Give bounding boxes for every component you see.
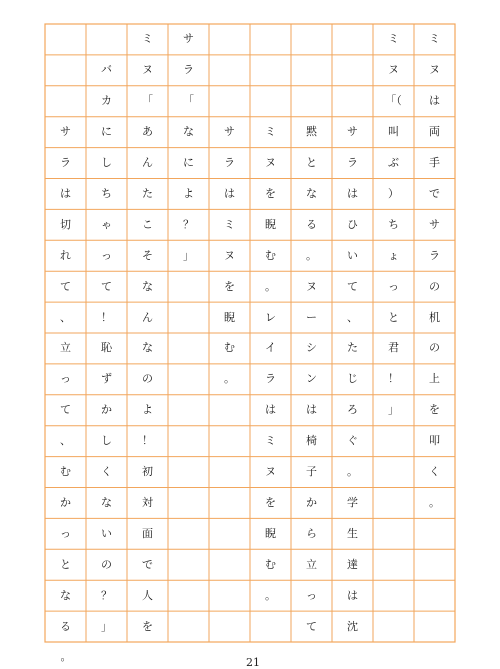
manuscript-char: ゃ (101, 217, 112, 231)
manuscript-char: ヌ (388, 63, 399, 77)
manuscript-char: サ (224, 125, 235, 139)
manuscript-char: 。 (429, 495, 440, 509)
manuscript-char: ラ (265, 372, 276, 386)
manuscript-char: 君 (388, 341, 399, 355)
manuscript-char: ー (306, 310, 317, 324)
manuscript-char: か (60, 495, 71, 509)
manuscript-char: っ (306, 588, 317, 602)
manuscript-char: ち (101, 186, 112, 200)
manuscript-char: サ (429, 217, 440, 231)
manuscript-char: の (429, 341, 440, 355)
manuscript-char: 子 (306, 465, 317, 479)
manuscript-char: は (60, 186, 71, 200)
manuscript-char: シ (306, 341, 317, 355)
manuscript-char: て (101, 279, 112, 293)
manuscript-char: し (101, 156, 112, 170)
manuscript-char: ず (101, 372, 112, 386)
manuscript-char: ミ (142, 32, 153, 46)
manuscript-char: 、 (347, 310, 358, 324)
manuscript-char: と (306, 156, 317, 170)
manuscript-char: 立 (306, 557, 317, 571)
manuscript-char: ち (388, 217, 399, 231)
manuscript-char: を (224, 279, 235, 293)
manuscript-char: ミ (265, 125, 276, 139)
manuscript-char: ぶ (388, 156, 399, 170)
manuscript-char: 机 (429, 310, 440, 324)
manuscript-char: の (101, 557, 112, 571)
manuscript-char: 椅 (306, 434, 317, 448)
manuscript-char: バ (101, 63, 112, 77)
manuscript-char: を (142, 619, 153, 633)
manuscript-char: て (60, 279, 71, 293)
manuscript-char: る (60, 619, 71, 633)
manuscript-char: ？ (101, 588, 112, 602)
manuscript-char: む (265, 248, 276, 262)
manuscript-char: 。 (265, 279, 276, 293)
manuscript-char: ぐ (347, 434, 358, 448)
manuscript-char: で (142, 557, 153, 571)
manuscript-char: 黙 (306, 125, 317, 139)
manuscript-char: っ (101, 248, 112, 262)
manuscript-char: な (142, 279, 153, 293)
manuscript-char: ミ (265, 434, 276, 448)
manuscript-char: な (142, 341, 153, 355)
manuscript-char: 立 (60, 341, 71, 355)
manuscript-char: 叩 (429, 434, 440, 448)
manuscript-char: サ (183, 32, 194, 46)
manuscript-char: 睨 (224, 310, 235, 324)
manuscript-char: あ (142, 125, 153, 139)
manuscript-char: イ (265, 341, 276, 355)
manuscript-char: を (265, 186, 276, 200)
manuscript-char: と (60, 557, 71, 571)
manuscript-char: っ (388, 279, 399, 293)
overflow-mark: 。 (60, 650, 72, 663)
manuscript-char: こ (142, 217, 153, 231)
manuscript-char: ラ (429, 248, 440, 262)
manuscript-char: そ (142, 248, 153, 262)
manuscript-char: ミ (224, 217, 235, 231)
manuscript-char: の (429, 279, 440, 293)
manuscript-char: ら (306, 526, 317, 540)
manuscript-char: む (265, 557, 276, 571)
manuscript-char: か (101, 403, 112, 417)
manuscript-char: 「（ (385, 94, 402, 108)
manuscript-char: れ (60, 248, 71, 262)
manuscript-char: に (101, 125, 112, 139)
manuscript-char: 「 (183, 94, 194, 108)
manuscript-char: 生 (347, 526, 358, 540)
manuscript-char: ラ (224, 156, 235, 170)
manuscript-char: よ (183, 186, 194, 200)
manuscript-char: 叫 (388, 125, 399, 139)
manuscript-char: た (142, 186, 153, 200)
manuscript-char: 。 (224, 372, 235, 386)
manuscript-char: む (224, 341, 235, 355)
manuscript-char: カ (101, 94, 112, 108)
manuscript-char: 、 (60, 434, 71, 448)
manuscript-char: ！ (101, 310, 112, 324)
manuscript-char: ん (142, 310, 153, 324)
manuscript-char: は (347, 186, 358, 200)
manuscript-char: ヌ (142, 63, 153, 77)
manuscript-char: 学 (347, 495, 358, 509)
manuscript-char: 」 (388, 403, 399, 417)
manuscript-char: 。 (306, 248, 317, 262)
manuscript-char: っ (60, 372, 71, 386)
manuscript-char: サ (60, 125, 71, 139)
manuscript-char: ヌ (265, 156, 276, 170)
manuscript-char: っ (60, 526, 71, 540)
manuscript-char: 「 (142, 94, 153, 108)
manuscript-char: で (429, 186, 440, 200)
manuscript-char: ラ (183, 63, 194, 77)
manuscript-char: 、 (60, 310, 71, 324)
manuscript-char: 睨 (265, 217, 276, 231)
manuscript-char: じ (347, 372, 358, 386)
page-number: 21 (246, 656, 260, 669)
manuscript-char: 面 (142, 526, 153, 540)
manuscript-char: か (306, 495, 317, 509)
manuscript-char: サ (347, 125, 358, 139)
manuscript-char: し (101, 434, 112, 448)
manuscript-char: よ (142, 403, 153, 417)
manuscript-char: ン (306, 372, 317, 386)
manuscript-char: 。 (265, 588, 276, 602)
manuscript-char: な (306, 186, 317, 200)
manuscript-char: ん (142, 156, 153, 170)
manuscript-char: は (224, 186, 235, 200)
manuscript-char: な (183, 125, 194, 139)
manuscript-char: は (429, 94, 440, 108)
manuscript-char: レ (265, 310, 276, 324)
manuscript-char: ヌ (224, 248, 235, 262)
manuscript-char: い (101, 526, 112, 540)
manuscript-char: ヌ (265, 465, 276, 479)
manuscript-char: は (306, 403, 317, 417)
manuscript-char: ひ (347, 217, 358, 231)
manuscript-char: ！ (142, 434, 153, 448)
manuscript-char: ？ (183, 217, 194, 231)
manuscript-char: 睨 (265, 526, 276, 540)
manuscript-char: ミ (388, 32, 399, 46)
manuscript-char: 」 (183, 248, 194, 262)
manuscript-char: を (265, 495, 276, 509)
manuscript-char: く (101, 465, 112, 479)
manuscript-char: ミ (429, 32, 440, 46)
manuscript-char: ろ (347, 403, 358, 417)
manuscript-char: ！ (388, 372, 399, 386)
manuscript-char: く (429, 465, 440, 479)
manuscript-char: 」 (101, 619, 112, 633)
manuscript-char: ラ (347, 156, 358, 170)
manuscript-char: な (60, 588, 71, 602)
manuscript-char: て (306, 619, 317, 633)
manuscript-char: い (347, 248, 358, 262)
manuscript-char: な (101, 495, 112, 509)
manuscript-char: る (306, 217, 317, 231)
manuscript-char: む (60, 465, 71, 479)
manuscript-char: 初 (142, 465, 153, 479)
manuscript-char: 両 (429, 125, 440, 139)
manuscript-char: ラ (60, 156, 71, 170)
manuscript-char: と (388, 310, 399, 324)
manuscript-char: に (183, 156, 194, 170)
manuscript-char: ヌ (306, 279, 317, 293)
manuscript-char: 達 (347, 557, 358, 571)
manuscript-char: 手 (429, 156, 440, 170)
manuscript-char: 上 (429, 372, 440, 386)
manuscript-char: ょ (388, 248, 399, 262)
manuscript-char: た (347, 341, 358, 355)
manuscript-char: 。 (347, 465, 358, 479)
manuscript-char: 対 (142, 495, 153, 509)
manuscript-char: は (265, 403, 276, 417)
manuscript-char: ヌ (429, 63, 440, 77)
manuscript-char: て (347, 279, 358, 293)
manuscript-char: 恥 (101, 341, 112, 355)
manuscript-char: て (60, 403, 71, 417)
manuscript-char: 切 (60, 217, 71, 231)
manuscript-char: 沈 (347, 619, 358, 633)
manuscript-char: を (429, 403, 440, 417)
manuscript-char: 人 (142, 588, 153, 602)
manuscript-char: の (142, 372, 153, 386)
manuscript-char: ） (388, 186, 399, 200)
manuscript-char: は (347, 588, 358, 602)
